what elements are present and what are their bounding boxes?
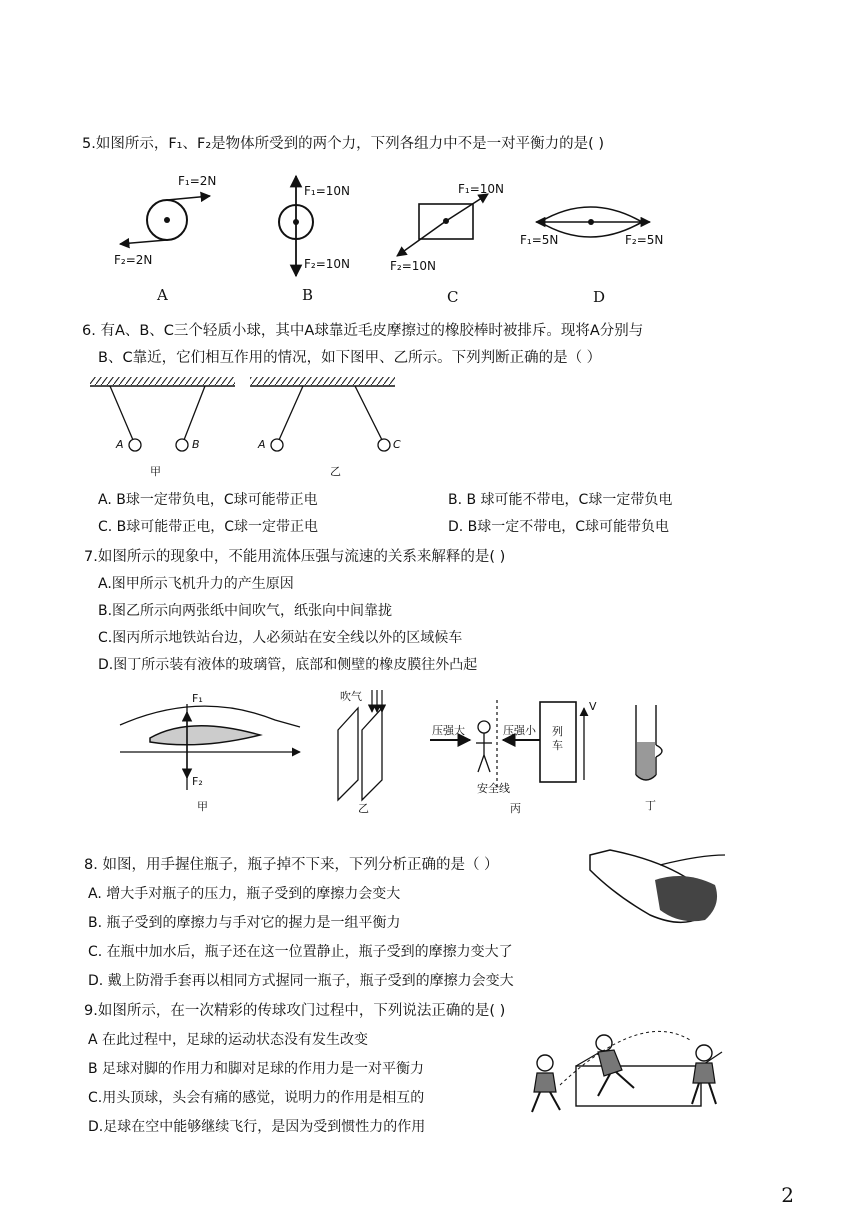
q6-caption-jia: 甲: [150, 465, 161, 478]
q7-caption-ding: 丁: [645, 799, 656, 812]
q5-a-f2: F₂=2N: [114, 253, 153, 267]
q6-option-a: A. B球一定带负电，C球可能带正电: [98, 492, 318, 508]
q6-option-d: D. B球一定不带电，C球可能带负电: [448, 519, 670, 535]
q7-label-f2: F₂: [192, 775, 203, 788]
q6-option-c: C. B球可能带正电，C球一定带正电: [98, 519, 319, 535]
q9-option-c: C.用头顶球，头会有痛的感觉，说明力的作用是相互的: [88, 1090, 425, 1106]
q7-caption-bing: 丙: [510, 802, 521, 815]
q5-option-c-label: C: [447, 288, 459, 306]
q9-player-left: [532, 1055, 560, 1112]
q5-option-a-label: A: [157, 286, 168, 304]
q7-caption-jia: 甲: [197, 800, 208, 813]
q6-ball-c: C: [393, 438, 401, 451]
q5-a-f1: F₁=2N: [178, 174, 217, 188]
q6-stem-line1: 6. 有A、B、C三个轻质小球，其中A球靠近毛皮摩擦过的橡胶棒时被排斥。现将A分别与: [82, 323, 644, 339]
q6-ball-b: B: [192, 438, 200, 451]
q8-stem: 8. 如图，用手握住瓶子，瓶子掉不下来，下列分析正确的是（ ）: [84, 857, 499, 873]
q7-label-pressure-big: 压强大: [432, 724, 465, 737]
q7-option-d: D.图丁所示装有液体的玻璃管，底部和侧壁的橡皮膜往外凸起: [98, 657, 478, 673]
q7-label-safety-line: 安全线: [477, 782, 510, 795]
q6-ball-a1: A: [116, 438, 124, 451]
q9-player-right: [692, 1045, 716, 1104]
q6-caption-yi: 乙: [330, 465, 341, 478]
q9-option-d: D.足球在空中能够继续飞行，是因为受到惯性力的作用: [88, 1119, 426, 1135]
q8-option-b: B. 瓶子受到的摩擦力与手对它的握力是一组平衡力: [88, 915, 401, 931]
q8-option-d: D. 戴上防滑手套再以相同方式握同一瓶子，瓶子受到的摩擦力会变大: [88, 973, 514, 989]
q5-b-f1: F₁=10N: [304, 184, 351, 198]
q7-label-train: 列车: [552, 725, 563, 752]
q7-option-a: A.图甲所示飞机升力的产生原因: [98, 576, 294, 592]
q9-option-a: A 在此过程中，足球的运动状态没有发生改变: [88, 1032, 369, 1048]
q9-stem: 9.如图所示，在一次精彩的传球攻门过程中，下列说法正确的是( ): [84, 1003, 506, 1019]
q5-c-f2: F₂=10N: [390, 259, 437, 273]
q8-option-c: C. 在瓶中加水后，瓶子还在这一位置静止，瓶子受到的摩擦力变大了: [88, 944, 513, 960]
q7-caption-yi: 乙: [358, 802, 369, 815]
q8-option-a: A. 增大手对瓶子的压力，瓶子受到的摩擦力会变大: [88, 886, 401, 902]
q7-label-f1: F₁: [192, 692, 203, 705]
q7-stem: 7.如图所示的现象中，不能用流体压强与流速的关系来解释的是( ): [84, 549, 506, 565]
q5-d-f1: F₁=5N: [520, 233, 559, 247]
q5-option-b-label: B: [302, 286, 314, 304]
page-number: 2: [781, 1183, 794, 1207]
q5-option-d-label: D: [593, 288, 606, 306]
q5-b-f2: F₂=10N: [304, 257, 351, 271]
q6-ball-a2: A: [258, 438, 266, 451]
q6-stem-line2: B、C靠近，它们相互作用的情况，如下图甲、乙所示。下列判断正确的是（ ）: [98, 350, 602, 366]
q5-d-f2: F₂=5N: [625, 233, 664, 247]
q7-label-pressure-small: 压强小: [503, 724, 536, 737]
q6-option-b: B. B 球可能不带电，C球一定带负电: [448, 492, 673, 508]
q7-option-b: B.图乙所示向两张纸中间吹气，纸张向中间靠拢: [98, 603, 393, 619]
q5-stem: 5.如图所示，F₁、F₂是物体所受到的两个力，下列各组力中不是一对平衡力的是( ): [82, 136, 605, 152]
q9-option-b: B 足球对脚的作用力和脚对足球的作用力是一对平衡力: [88, 1061, 425, 1077]
q7-label-velocity: V: [589, 700, 597, 713]
q7-option-c: C.图丙所示地铁站台边，人必须站在安全线以外的区域候车: [98, 630, 463, 646]
q5-c-f1: F₁=10N: [458, 182, 505, 196]
q7-label-blow: 吹气: [340, 690, 362, 703]
